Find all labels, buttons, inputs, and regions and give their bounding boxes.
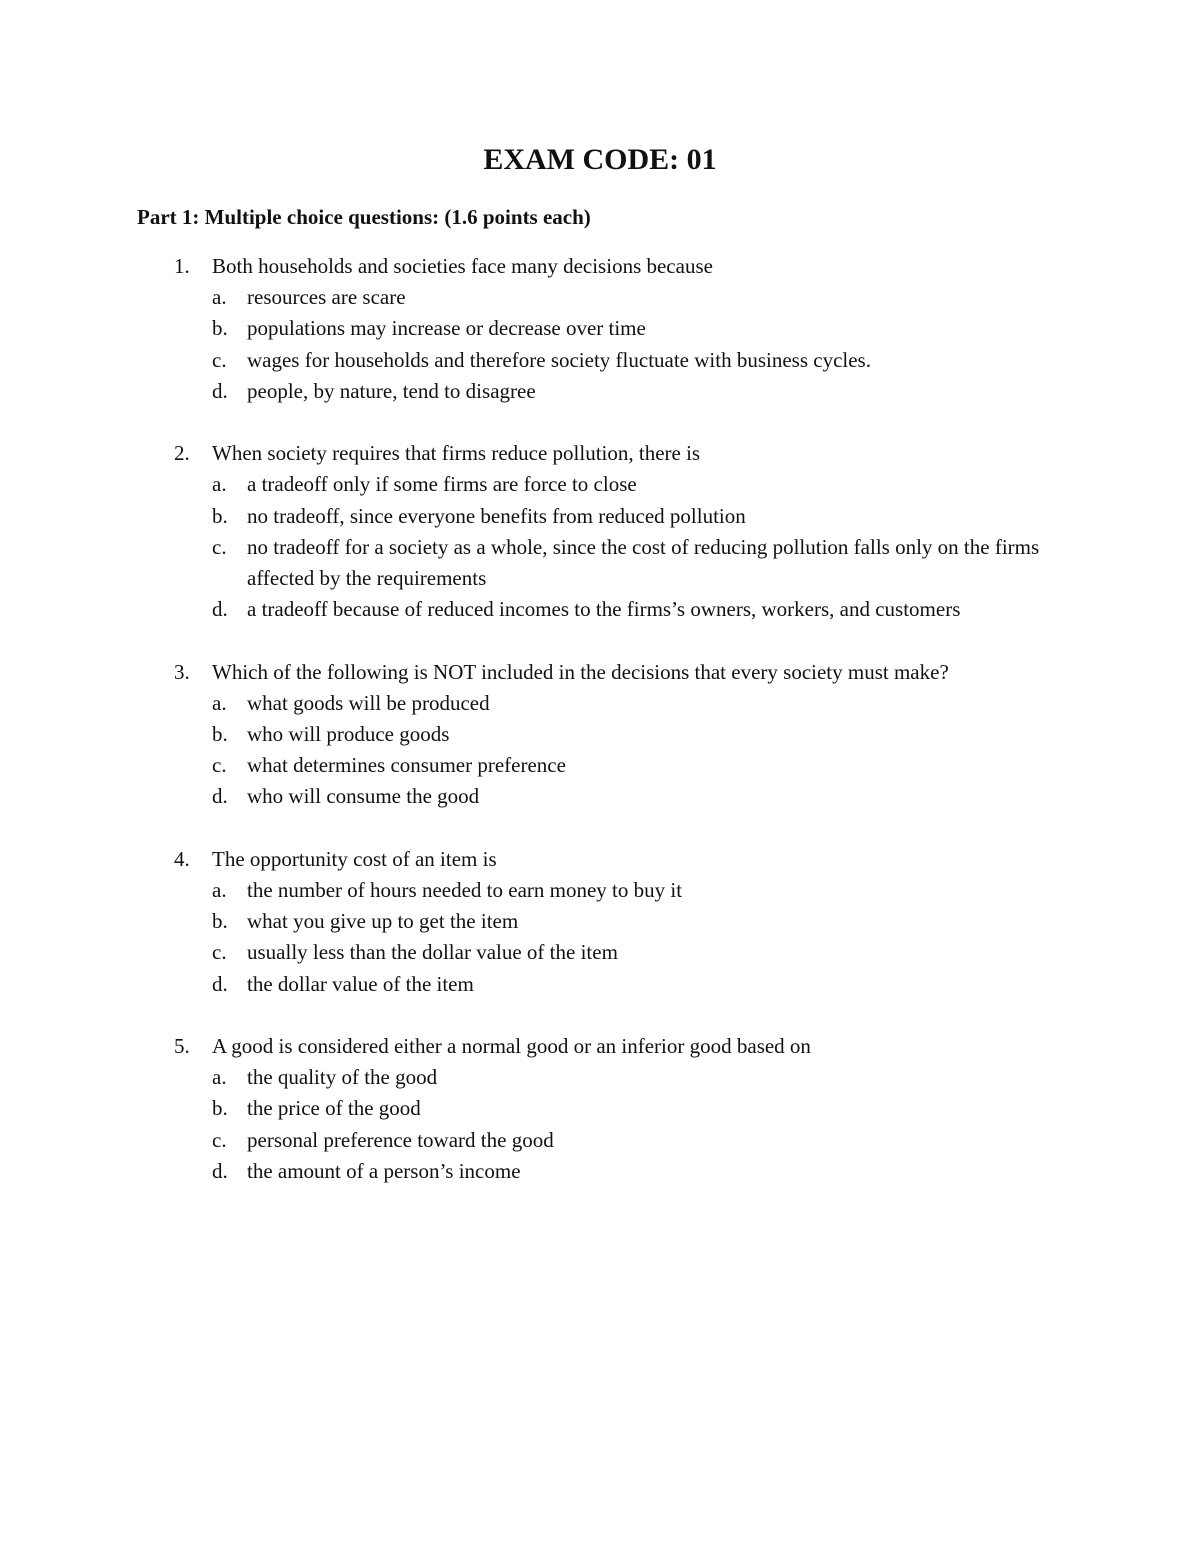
question-text: When society requires that firms reduce pollution, there is <box>212 441 701 466</box>
question-4 <box>0 844 1200 1000</box>
option-a <box>0 282 1200 313</box>
option-text: what you give up to get the item <box>247 909 519 934</box>
question-list <box>0 251 1200 1218</box>
option-text: populations may increase or decrease over time <box>247 316 646 341</box>
option-letter: d. <box>212 597 228 622</box>
option-letter: c. <box>212 940 227 965</box>
part-heading: Part 1: Multiple choice questions: (1.6 points each) <box>137 205 591 229</box>
option-d <box>0 376 1200 407</box>
option-letter: a. <box>212 878 227 903</box>
option-letter: b. <box>212 503 228 528</box>
option-b <box>0 313 1200 344</box>
option-letter: a. <box>212 285 227 310</box>
question-5 <box>0 1031 1200 1187</box>
option-d <box>0 781 1200 812</box>
option-letter: b. <box>212 909 228 934</box>
option-list <box>0 688 1200 813</box>
option-letter: d. <box>212 784 228 809</box>
option-b <box>0 501 1200 532</box>
exam-title: EXAM CODE: 01 <box>483 143 717 176</box>
question-1 <box>0 251 1200 407</box>
option-a <box>0 688 1200 719</box>
option-text: usually less than the dollar value of the item <box>247 940 618 965</box>
option-letter: a. <box>212 1065 227 1090</box>
option-letter: c. <box>212 753 227 778</box>
option-list <box>0 469 1200 625</box>
option-text: who will produce goods <box>247 722 450 747</box>
option-list <box>0 875 1200 1000</box>
option-letter: c. <box>212 534 227 559</box>
option-d <box>0 969 1200 1000</box>
question-text: Which of the following is NOT included in the decisions that every society must make? <box>212 659 949 684</box>
question-2 <box>0 438 1200 625</box>
option-letter: c. <box>212 347 227 372</box>
option-d <box>0 594 1200 625</box>
option-text: a tradeoff only if some firms are force to close <box>247 472 637 497</box>
option-c <box>0 532 1200 594</box>
option-text: people, by nature, tend to disagree <box>247 378 536 403</box>
question-number: 4. <box>174 846 190 871</box>
option-letter: b. <box>212 722 228 747</box>
option-text: the price of the good <box>247 1096 421 1121</box>
option-c <box>0 750 1200 781</box>
option-list <box>0 1062 1200 1187</box>
option-letter: b. <box>212 316 228 341</box>
option-text: the number of hours needed to earn money to buy it <box>247 878 683 903</box>
option-d <box>0 1156 1200 1187</box>
option-text: the quality of the good <box>247 1065 438 1090</box>
option-b <box>0 1093 1200 1124</box>
question-text: The opportunity cost of an item is <box>212 846 497 871</box>
option-c <box>0 937 1200 968</box>
option-text: no tradeoff, since everyone benefits from reduced pollution <box>247 503 746 528</box>
option-text: resources are scare <box>247 285 406 310</box>
question-text: Both households and societies face many decisions because <box>212 254 713 278</box>
option-c <box>0 345 1200 376</box>
option-letter: d. <box>212 1158 228 1183</box>
option-letter: b. <box>212 1096 228 1121</box>
option-text: the dollar value of the item <box>247 971 474 996</box>
option-letter: a. <box>212 690 227 715</box>
option-text: what goods will be produced <box>247 690 490 715</box>
option-text: wages for households and therefore society fluctuate with business cycles. <box>247 347 871 372</box>
question-text: A good is considered either a normal good or an inferior good based on <box>212 1034 811 1059</box>
option-a <box>0 469 1200 500</box>
option-a <box>0 875 1200 906</box>
option-text: the amount of a person’s income <box>247 1158 521 1183</box>
question-number: 2. <box>174 441 190 466</box>
question-3 <box>0 657 1200 813</box>
option-a <box>0 1062 1200 1093</box>
option-text: personal preference toward the good <box>247 1127 554 1152</box>
option-text: what determines consumer preference <box>247 753 566 778</box>
option-list <box>0 282 1200 407</box>
question-number: 3. <box>174 659 190 684</box>
option-text: no tradeoff for a society as a whole, since the cost of reducing pollution falls only on the firms affected by the requirements <box>247 534 1040 591</box>
option-letter: d. <box>212 378 228 403</box>
question-number: 1. <box>174 254 190 278</box>
question-number: 5. <box>174 1034 190 1059</box>
option-letter: d. <box>212 971 228 996</box>
option-b <box>0 719 1200 750</box>
option-letter: c. <box>212 1127 227 1152</box>
option-text: who will consume the good <box>247 784 480 809</box>
option-c <box>0 1125 1200 1156</box>
option-text: a tradeoff because of reduced incomes to the firms’s owners, workers, and customers <box>247 597 961 622</box>
option-b <box>0 906 1200 937</box>
option-letter: a. <box>212 472 227 497</box>
